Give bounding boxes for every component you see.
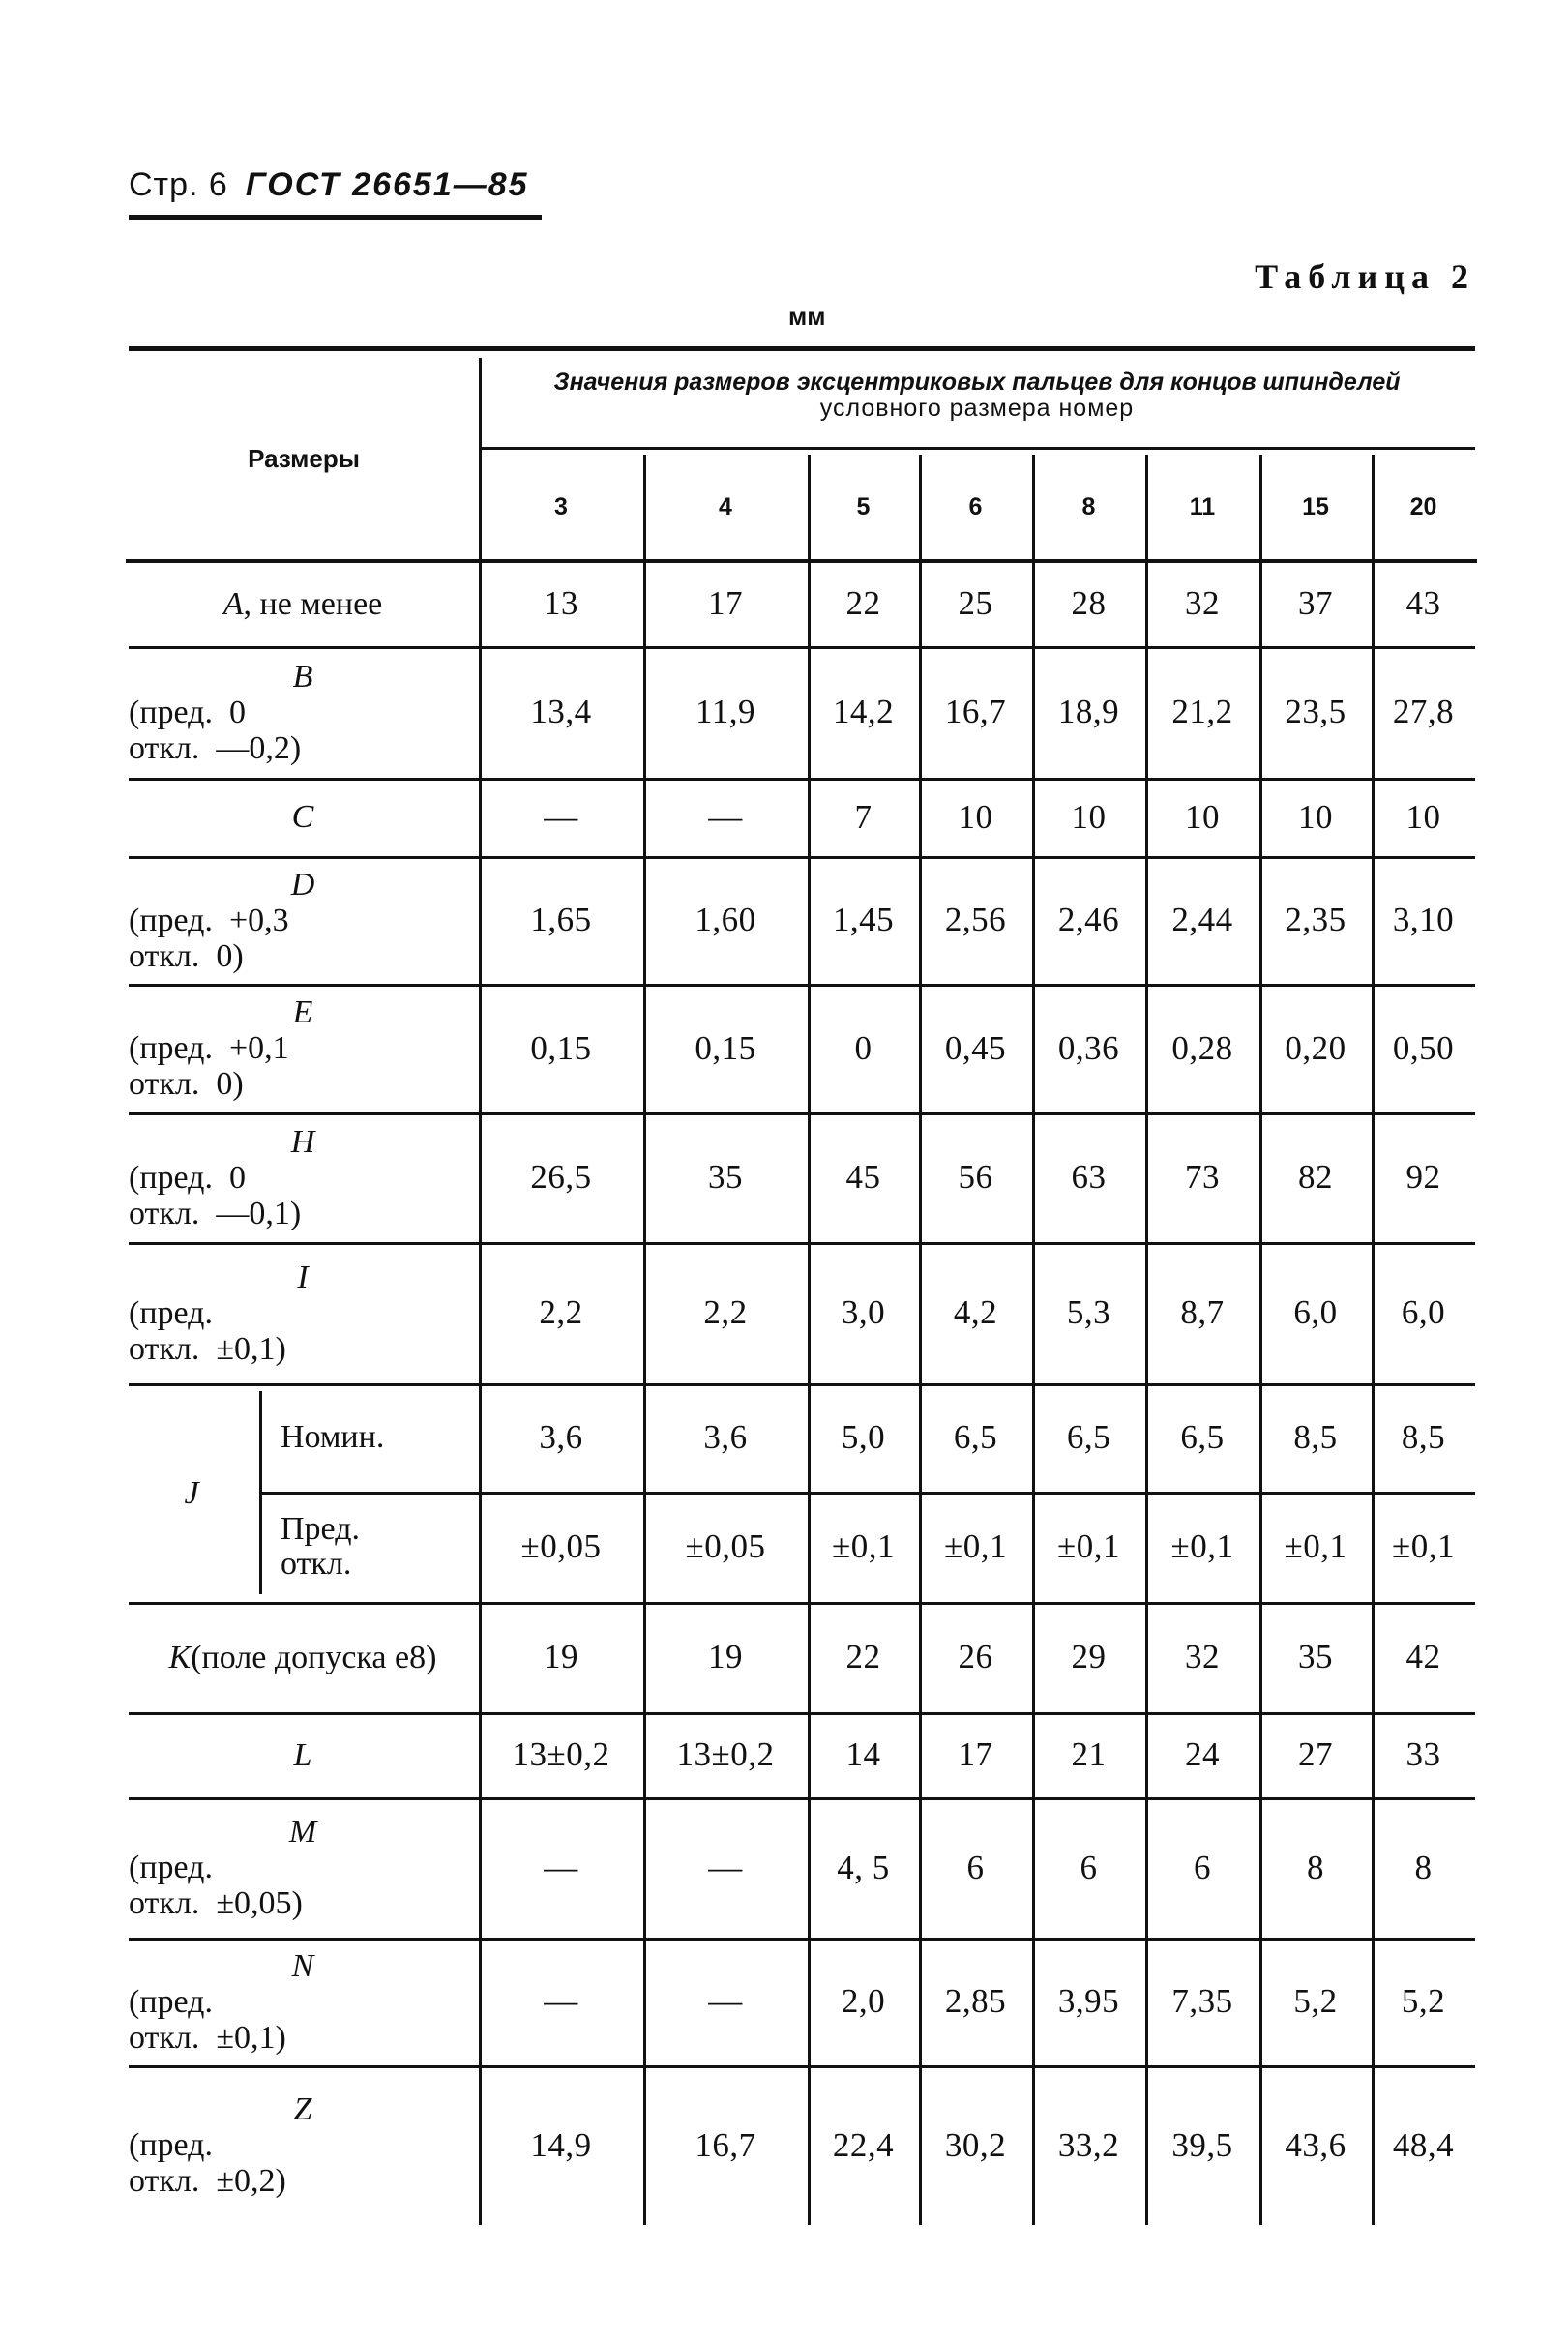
table-cell: 6 <box>1194 1848 1211 1886</box>
table-cell: 22,4 <box>832 2125 895 2164</box>
table-cell: 82 <box>1298 1158 1333 1196</box>
row-tolerance: (пред. откл. ±0,1) <box>129 1983 286 2056</box>
row-symbol: E <box>292 994 313 1030</box>
row-label <box>129 856 477 984</box>
values-header-line2: условного размера номер <box>819 395 1135 422</box>
column-number-header: 4 <box>719 492 732 520</box>
table-cell: 0,15 <box>530 1028 592 1067</box>
table-cell: 39,5 <box>1171 2125 1233 2164</box>
row-sub-label-text: Номин. <box>281 1419 385 1455</box>
column-number-header: 20 <box>1409 492 1437 520</box>
table-cell: 16,7 <box>944 693 1007 730</box>
table-cell: 22 <box>845 584 881 622</box>
row-symbol: M <box>288 1814 317 1850</box>
header-divider <box>479 447 1475 450</box>
table-cell: 2,85 <box>944 1982 1007 2020</box>
row-label <box>129 561 477 646</box>
page-number: Стр. 6 <box>129 166 228 203</box>
table-cell: 10 <box>1071 797 1107 836</box>
table-cell: 35 <box>1298 1638 1333 1675</box>
row-tolerance: (пред. +0,1 откл. 0) <box>129 1030 289 1102</box>
table-cell: 32 <box>1185 584 1220 622</box>
page-header <box>129 166 529 204</box>
row-label <box>129 2065 477 2225</box>
row-tolerance: (пред. +0,3 откл. 0) <box>129 902 289 974</box>
row-tolerance: (пред. 0 откл. —0,2) <box>129 694 302 766</box>
table-cell: 1,45 <box>832 901 895 938</box>
unit-label: мм <box>788 302 826 331</box>
table-cell: ±0,05 <box>685 1527 766 1565</box>
row-symbol: Z <box>293 2091 312 2127</box>
table-cell: 10 <box>1185 797 1220 836</box>
table-cell: 18,9 <box>1057 693 1120 730</box>
table-cell: 92 <box>1405 1158 1441 1196</box>
row-tolerance: (поле допуска е8) <box>191 1639 437 1675</box>
table-cell: 10 <box>958 797 993 836</box>
row-symbol: N <box>291 1947 314 1984</box>
row-symbol: L <box>293 1736 312 1773</box>
table-cell: 28 <box>1071 584 1107 622</box>
row-symbol: H <box>290 1123 315 1160</box>
table-top-rule <box>129 346 1475 351</box>
table-cell: 2,56 <box>944 901 1007 938</box>
table-cell: 14,9 <box>530 2125 592 2164</box>
table-cell: 6,5 <box>953 1418 998 1456</box>
standard-number: ГОСТ 26651—85 <box>245 166 529 203</box>
table-cell: — <box>544 1848 578 1886</box>
table-cell: 3,6 <box>703 1418 748 1456</box>
table-cell: 21 <box>1071 1735 1107 1773</box>
table-cell: 48,4 <box>1392 2125 1455 2164</box>
table-cell: 22 <box>845 1638 881 1675</box>
table-cell: 5,2 <box>1293 1982 1338 2020</box>
table-cell: 16,7 <box>695 2125 756 2164</box>
values-header-line1: Значения размеров эксцентриковых пальцев для концов шпинделей <box>553 369 1401 396</box>
table-cell: ±0,1 <box>1170 1527 1234 1565</box>
table-cell: 8 <box>1307 1848 1324 1886</box>
table-cell: 27 <box>1298 1735 1333 1773</box>
table-cell: 63 <box>1071 1158 1107 1196</box>
table-cell: 23,5 <box>1285 693 1346 730</box>
table-cell: 0,36 <box>1057 1028 1120 1067</box>
table-cell: 3,6 <box>539 1418 583 1456</box>
table-cell: 3,10 <box>1392 901 1455 938</box>
row-symbol: B <box>292 658 313 695</box>
table-cell: 19 <box>708 1638 743 1675</box>
table-cell: 32 <box>1185 1638 1220 1675</box>
table-cell: 11,9 <box>695 693 755 730</box>
table-cell: 1,60 <box>695 901 756 938</box>
column-number-header: 15 <box>1302 492 1329 520</box>
row-symbol: D <box>290 866 315 903</box>
table-cell: 5,0 <box>841 1418 886 1456</box>
column-number-header: 3 <box>554 492 568 520</box>
table-cell: 24 <box>1185 1735 1220 1773</box>
table-cell: 2,0 <box>841 1982 886 2020</box>
table-cell: 5,2 <box>1401 1982 1446 2020</box>
table-cell: 13±0,2 <box>676 1735 775 1773</box>
table-cell: 8 <box>1414 1848 1433 1886</box>
table-cell: 29 <box>1071 1638 1107 1675</box>
table-cell: ±0,05 <box>520 1527 602 1565</box>
table-cell: 14 <box>845 1735 881 1773</box>
row-label <box>129 1712 477 1797</box>
row-tolerance: , не менее <box>243 585 383 622</box>
table-cell: 8,5 <box>1401 1418 1446 1456</box>
table-cell: 26,5 <box>530 1158 592 1196</box>
row-symbol: K <box>168 1639 192 1675</box>
row-sub-label <box>281 1492 360 1602</box>
table-cell: 8,5 <box>1293 1418 1338 1456</box>
table-cell: 6,0 <box>1293 1293 1338 1331</box>
table-cell: 5,3 <box>1066 1293 1111 1331</box>
table-cell: 43 <box>1405 584 1441 622</box>
table-cell: 7,35 <box>1171 1982 1233 2020</box>
table-cell: 6,5 <box>1180 1418 1225 1456</box>
table-cell: 10 <box>1298 797 1333 836</box>
table-cell: 0,15 <box>695 1028 756 1067</box>
column-number-header: 11 <box>1189 492 1216 520</box>
row-tolerance: (пред. откл. ±0,05) <box>129 1850 303 1921</box>
table-cell: 42 <box>1405 1638 1441 1675</box>
row-label <box>129 984 477 1112</box>
table-cell: 13±0,2 <box>512 1735 610 1773</box>
table-cell: 14,2 <box>832 693 895 730</box>
table-cell: 17 <box>958 1735 993 1773</box>
table-cell: 2,44 <box>1171 901 1233 938</box>
row-label <box>129 1383 254 1602</box>
table-cell: 2,2 <box>539 1293 583 1331</box>
table-cell: ±0,1 <box>944 1527 1007 1565</box>
table-cell: 33 <box>1405 1735 1441 1773</box>
table-cell: ±0,1 <box>832 1527 895 1565</box>
row-symbol: J <box>184 1474 199 1511</box>
row-label <box>129 1602 477 1712</box>
table-cell: — <box>708 797 743 836</box>
table-cell: 13 <box>544 584 578 622</box>
table-cell: ±0,1 <box>1057 1527 1120 1565</box>
column-number-header: 8 <box>1081 492 1096 520</box>
row-tolerance: (пред. откл. ±0,2) <box>129 2127 286 2199</box>
table-cell: 6,5 <box>1066 1418 1111 1456</box>
table-cell: 45 <box>845 1158 881 1196</box>
table-cell: 33,2 <box>1057 2125 1120 2164</box>
table-cell: 21,2 <box>1171 693 1233 730</box>
row-label <box>129 778 477 856</box>
table-cell: 2,35 <box>1285 901 1346 938</box>
table-cell: 4,2 <box>953 1293 998 1331</box>
row-sub-label-text: Пред. откл. <box>281 1511 360 1582</box>
row-label <box>129 1242 477 1383</box>
row-symbol: C <box>291 799 314 835</box>
header-rule <box>129 215 542 220</box>
label-column-header: Размеры <box>248 443 360 473</box>
table-cell: 8,7 <box>1180 1293 1225 1331</box>
table-cell: 25 <box>958 584 993 622</box>
values-column-header <box>479 366 1475 426</box>
table-cell: 3,95 <box>1057 1982 1120 2020</box>
table-cell: 6 <box>966 1848 985 1886</box>
table-cell: 0 <box>854 1028 873 1067</box>
table-cell: 19 <box>544 1638 578 1675</box>
table-cell: — <box>708 1848 743 1886</box>
table-cell: 43,6 <box>1285 2125 1346 2164</box>
table-cell: 27,8 <box>1392 693 1455 730</box>
table-cell: 0,20 <box>1285 1028 1346 1067</box>
table-cell: 56 <box>958 1158 993 1196</box>
table-cell: 26 <box>958 1638 993 1675</box>
table-cell: 6 <box>1080 1848 1098 1886</box>
table-cell: 10 <box>1405 797 1441 836</box>
table-cell: — <box>544 797 578 836</box>
row-divider <box>261 1492 1475 1495</box>
table-cell: 4, 5 <box>837 1848 890 1886</box>
table-cell: 17 <box>708 584 743 622</box>
table-cell: 35 <box>708 1158 743 1196</box>
table-cell: 30,2 <box>944 2125 1007 2164</box>
table-cell: ±0,1 <box>1284 1527 1347 1565</box>
table-cell: ±0,1 <box>1392 1527 1455 1565</box>
row-label <box>129 1797 477 1938</box>
row-label <box>129 1112 477 1242</box>
table-cell: 1,65 <box>530 901 592 938</box>
table-cell: — <box>708 1982 743 2020</box>
table-cell: 6,0 <box>1401 1293 1446 1331</box>
row-symbol: A <box>222 585 244 622</box>
column-number-header: 6 <box>968 492 983 520</box>
table-caption: Таблица 2 <box>1255 257 1475 296</box>
table-cell: — <box>544 1982 578 2020</box>
row-sub-label <box>281 1383 384 1492</box>
row-tolerance: (пред. 0 откл. —0,1) <box>129 1159 302 1231</box>
table-cell: 0,50 <box>1392 1028 1455 1067</box>
table-cell: 2,2 <box>703 1293 748 1331</box>
table-cell: 0,45 <box>944 1028 1007 1067</box>
column-number-header: 5 <box>856 492 871 520</box>
table-cell: 13,4 <box>530 693 592 730</box>
table-cell: 73 <box>1185 1158 1220 1196</box>
row-label <box>129 646 477 778</box>
row-tolerance: (пред. откл. ±0,1) <box>129 1294 286 1367</box>
row-label <box>129 1938 477 2065</box>
table-cell: 2,46 <box>1057 901 1120 938</box>
table-cell: 0,28 <box>1171 1028 1233 1067</box>
table-cell: 7 <box>854 797 873 836</box>
table-cell: 3,0 <box>841 1293 886 1331</box>
table-cell: 37 <box>1298 584 1333 622</box>
row-symbol: I <box>297 1259 309 1295</box>
